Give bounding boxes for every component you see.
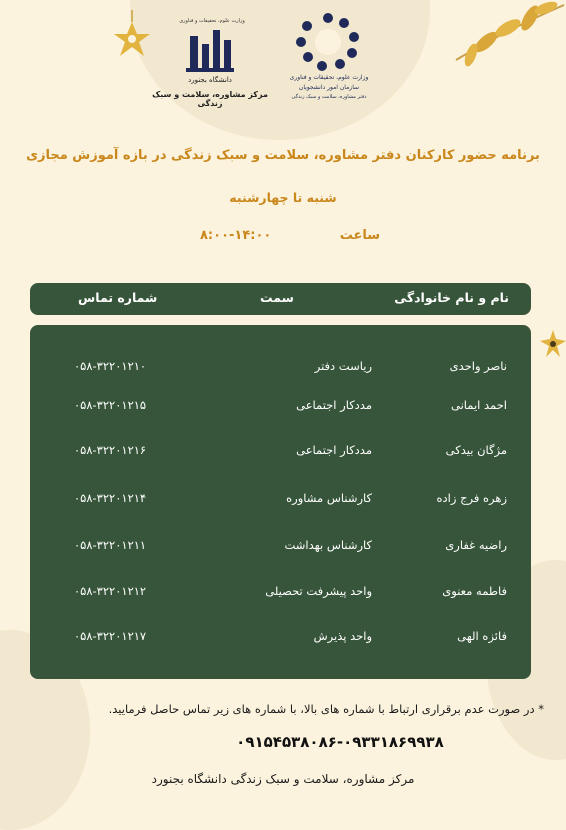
- table-row: [30, 584, 531, 608]
- university-center-name: مرکز مشاوره، سلامت و سبک زندگی: [152, 90, 268, 108]
- table-row: [30, 538, 531, 562]
- page-title: برنامه حضور کارکنان دفتر مشاوره، سلامت و سبک زندگی در بازه آموزش مجازی: [26, 148, 540, 163]
- staff-name: فائزه الهی: [457, 629, 507, 643]
- footer-text: مرکز مشاوره، سلامت و سبک زندگی دانشگاه بجنورد: [151, 772, 415, 786]
- days-subtitle: شنبه تا چهارشنبه: [229, 190, 337, 205]
- organization-logo: [284, 12, 374, 102]
- column-header-name: نام و نام خانوادگی: [394, 290, 509, 305]
- staff-phone: ۰۵۸-۳۲۲۰۱۲۱۷: [74, 629, 147, 643]
- organization-line-2: سازمان امور دانشجویان: [298, 84, 360, 91]
- staff-role: مددکار اجتماعی: [296, 398, 372, 412]
- column-header-role: سمت: [260, 290, 294, 305]
- table-row: [30, 629, 531, 653]
- staff-phone: ۰۵۸-۳۲۲۰۱۲۱۵: [74, 398, 147, 412]
- staff-role: واحد پذیرش: [313, 629, 372, 643]
- mobile-numbers: ۰۹۱۵۴۵۳۸۰۸۶-۰۹۳۳۱۸۶۹۹۳۸: [236, 733, 444, 751]
- staff-phone: ۰۵۸-۳۲۲۰۱۲۱۶: [74, 443, 147, 457]
- table-row: [30, 359, 531, 383]
- staff-name: احمد ایمانی: [451, 398, 507, 412]
- organization-line-1: وزارت علوم، تحقیقات و فناوری: [289, 74, 369, 81]
- staff-role: کارشناس مشاوره: [286, 491, 372, 505]
- staff-phone: ۰۵۸-۳۲۲۰۱۲۱۴: [74, 491, 147, 505]
- staff-role: واحد پیشرفت تحصیلی: [265, 584, 372, 598]
- university-logo: [150, 18, 270, 108]
- table-row: [30, 398, 531, 422]
- column-header-phone: شماره تماس: [78, 290, 158, 305]
- staff-role: کارشناس بهداشت: [284, 538, 372, 552]
- staff-role: ریاست دفتر: [314, 359, 372, 373]
- time-row: [200, 228, 380, 250]
- staff-phone: ۰۵۸-۳۲۲۰۱۲۱۲: [74, 584, 147, 598]
- staff-name: ناصر واحدی: [449, 359, 507, 373]
- staff-role: مددکار اجتماعی: [296, 443, 372, 457]
- organization-emblem-icon: [292, 12, 364, 72]
- staff-name: زهره فرج زاده: [436, 491, 507, 505]
- table-row: [30, 443, 531, 467]
- contact-note: * در صورت عدم برقراری ارتباط با شماره های بالا، با شماره های زیر تماس حاصل فرمایید.: [108, 702, 544, 716]
- university-name: دانشگاه بجنورد: [188, 76, 232, 84]
- small-star-icon: [540, 330, 566, 358]
- table-header: [30, 283, 531, 315]
- staff-name: مژگان بیدکی: [445, 443, 507, 457]
- leaf-branch-icon: [446, 0, 566, 70]
- university-ministry-text: وزارت علوم، تحقیقات و فناوری: [179, 18, 245, 24]
- staff-table: [30, 325, 531, 679]
- staff-name: فاطمه معنوی: [442, 584, 507, 598]
- staff-phone: ۰۵۸-۳۲۲۰۱۲۱۰: [74, 359, 147, 373]
- table-row: [30, 491, 531, 515]
- organization-line-3: دفتر مشاوره، سلامت و سبک زندگی: [291, 94, 367, 100]
- gold-star-icon: [108, 10, 156, 62]
- staff-name: راضیه غفاری: [445, 538, 507, 552]
- time-label: ساعت: [339, 228, 380, 243]
- staff-phone: ۰۵۸-۳۲۲۰۱۲۱۱: [74, 538, 147, 552]
- university-emblem-icon: [186, 30, 234, 74]
- time-value: ۸:۰۰-۱۴:۰۰: [200, 228, 272, 243]
